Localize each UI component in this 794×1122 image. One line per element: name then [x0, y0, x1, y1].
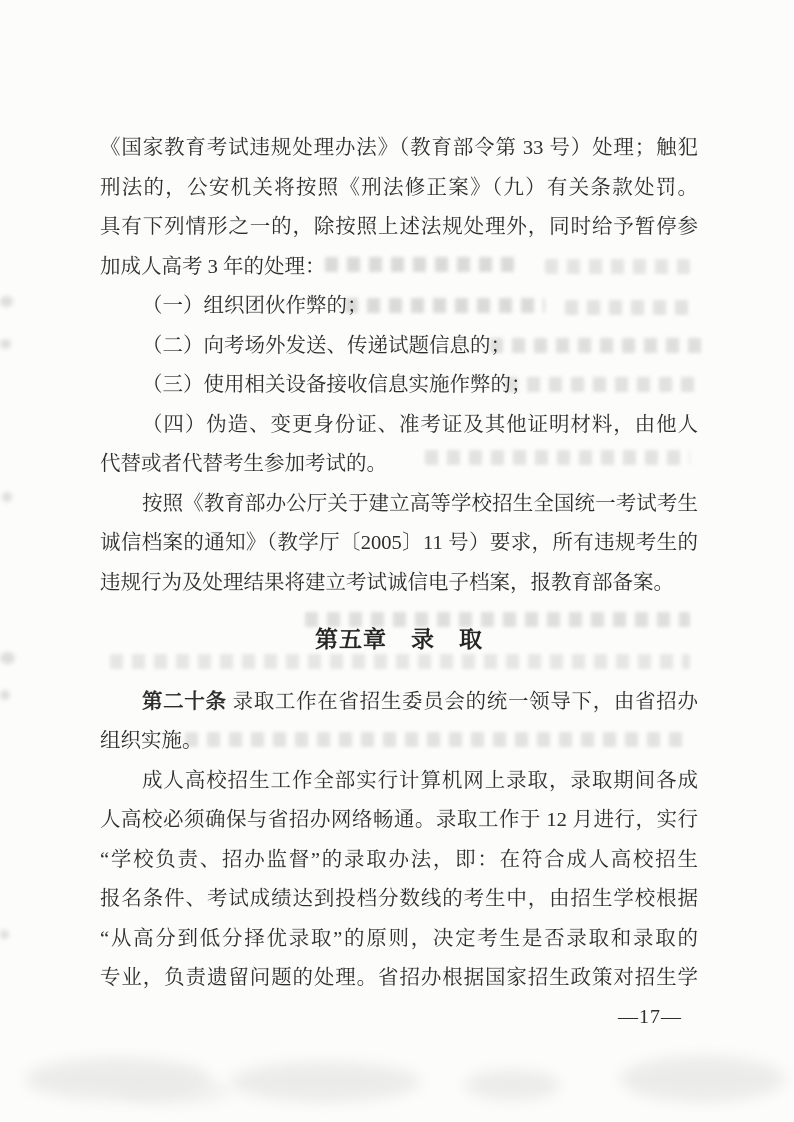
paragraph-line: 违规行为及处理结果将建立考试诚信电子档案，报教育部备案。 — [100, 571, 674, 594]
paragraph-line: 具有下列情形之一的，除按照上述法规处理外，同时给予暂停参 — [100, 216, 698, 238]
scan-smudge — [120, 1078, 230, 1104]
list-item: （二）向考场外发送、传递试题信息的； — [142, 334, 511, 357]
scan-speck — [0, 652, 15, 664]
article-first-line — [100, 683, 698, 723]
paragraph-line: 诚信档案的通知》（教学厅〔2005〕11 号）要求，所有违规考生的 — [100, 532, 698, 554]
list-item: （三）使用相关设备接收信息实施作弊的； — [142, 374, 532, 396]
list-item: （一）组织团伙作弊的； — [142, 295, 368, 317]
scan-speck — [0, 930, 9, 939]
scan-smudge — [620, 1056, 785, 1102]
scan-speck — [0, 690, 10, 700]
paragraph-line: 按照《教育部办公厅关于建立高等学校招生全国统一考试考生 — [142, 492, 698, 515]
paragraph-line: 专业，负责遗留问题的处理。省招办根据国家招生政策对招生学 — [100, 967, 698, 989]
paragraph-line: “从高分到低分择优录取”的原则，决定考生是否录取和录取的 — [100, 927, 698, 950]
scan-smudge — [230, 1062, 420, 1102]
paragraph-line: 《国家教育考试违规处理办法》（教育部令第 33 号）处理；触犯 — [100, 137, 698, 159]
scan-speck — [0, 296, 13, 307]
article-number: 第二十条 — [142, 690, 227, 713]
paragraph-line: 人高校必须确保与省招办网络畅通。录取工作于 12 月进行，实行 — [100, 809, 698, 831]
paragraph-line: 成人高校招生工作全部实行计算机网上录取，录取期间各成 — [142, 769, 698, 792]
scan-speck — [2, 492, 12, 502]
scan-speck — [0, 339, 11, 349]
paragraph-line: 刑法的，公安机关将按照《刑法修正案》（九）有关条款处罚。 — [100, 176, 698, 199]
article-text: 录取工作在省招生委员会的统一领导下，由省招办 — [226, 690, 698, 713]
paragraph-line: 报名条件、考试成绩达到投档分数线的考生中，由招生学校根据 — [100, 888, 698, 910]
chapter-heading: 第五章 录 取 — [315, 627, 483, 652]
paragraph-line: “学校负责、招办监督”的录取办法，即：在符合成人高校招生 — [100, 848, 698, 871]
paragraph-line: 加成人高考 3 年的处理： — [100, 255, 326, 278]
list-item: （四）伪造、变更身份证、准考证及其他证明材料，由他人 — [142, 413, 698, 436]
paragraph-line: 组织实施。 — [100, 730, 203, 752]
scan-smudge — [465, 1070, 560, 1100]
document-body — [100, 129, 698, 999]
page-number: —17— — [618, 1006, 682, 1028]
list-item-continuation: 代替或者代替考生参加考试的。 — [100, 453, 387, 475]
